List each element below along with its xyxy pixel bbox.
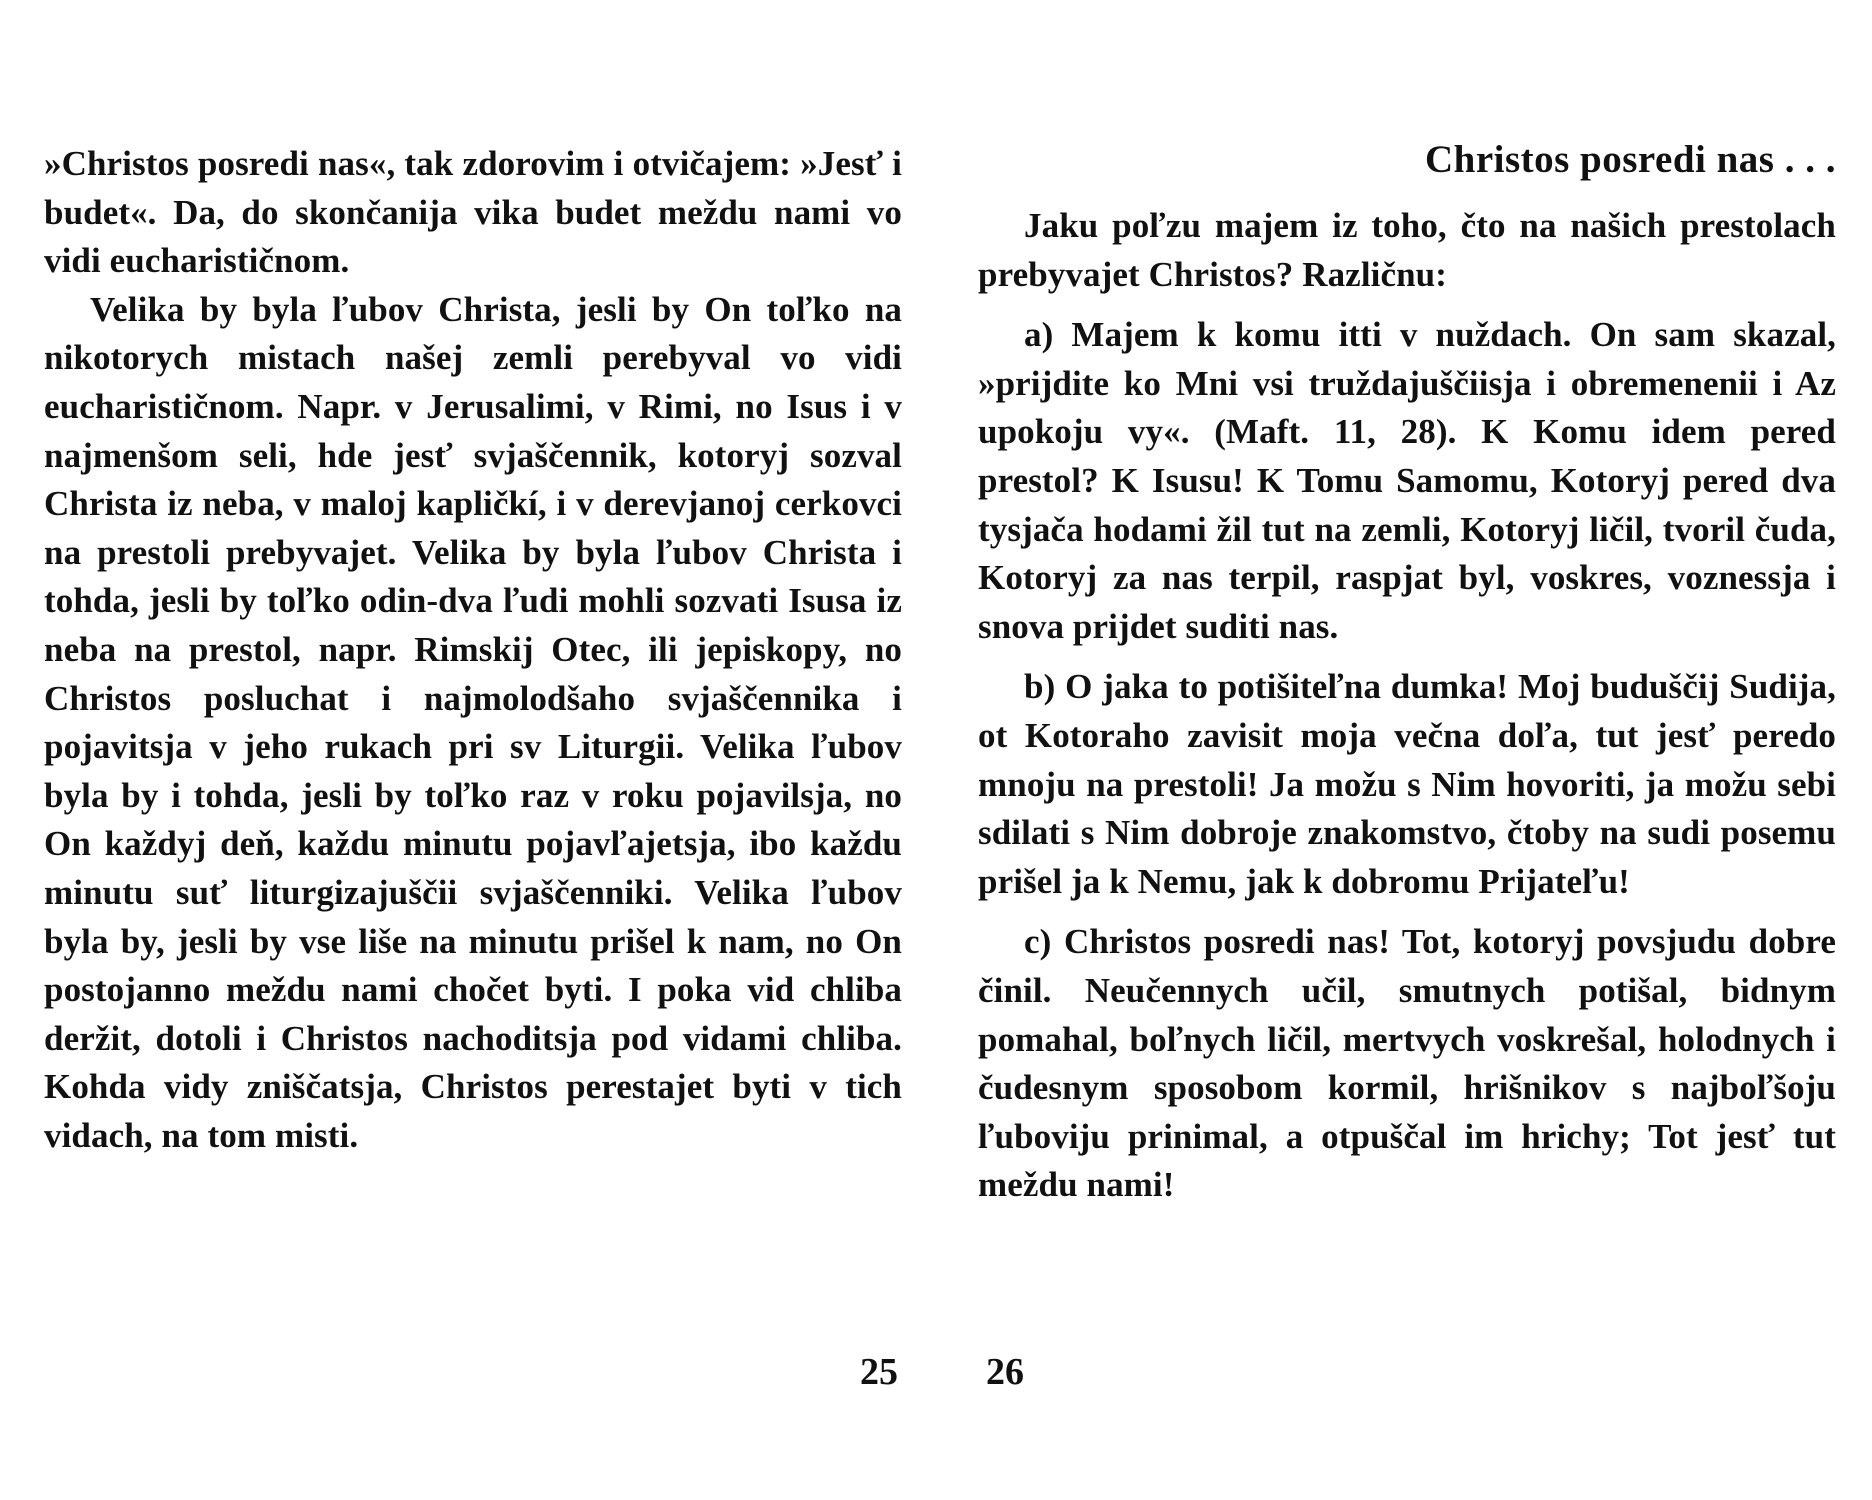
- page-number: 26: [986, 1351, 1024, 1393]
- paragraph: Velika by byla ľubov Christa, jesli by On toľko na nikotorych mistach našej zemli perebyval vo vidi eucharističnom. Napr. v Jerusalimi, v Rimi, no Isus i v najmenšom seli, hde jesť svjaščennik, kotoryj sozval Christa iz neba, v maloj kapličkí, i v derevjanoj cerkovci na prestoli prebyvajet. Velika by byla ľubov Christa i tohda, jesli by toľko odin-dva ľudi mohli sozvati Isusa iz neba na prestol, napr. Rimskij Otec, ili jepiskopy, no Christos posluchat i najmolodšaho svjaščennika i pojavitsja v jeho rukach pri sv Liturgii. Velika ľubov byla by i tohda, jesli by toľko raz v roku pojavilsja, no On každyj deň, každu minutu pojavľajetsja, ibo každu minutu suť liturgizajuščii svjaščenniki. Velika ľubov byla by, jesli by vse liše na minutu prišel k nam, no On postojanno meždu nami chočet byti. I poka vid chliba deržit, dotoli i Christos nachoditsja pod vidami chliba. Kohda vidy zniščatsja, Christos perestajet byti v tich vidach, na tom misti.: [44, 289, 902, 1155]
- right-page: [936, 0, 1872, 1500]
- paragraph-item-a: a) Majem k komu itti v nuždach. On sam skazal, »prijdite ko Mni vsi truždajuščiisja i obremenenii i Az upokoju vy«. (Maft. 11, 28). K Komu idem pered prestol? K Isusu! K Tomu Samomu, Kotoryj pered dva tysjača hodami žil tut na zemli, Kotoryj ličil, tvoril čuda, Kotoryj za nas terpil, raspjat byl, voskres, voznessja i snova prijdet suditi nas.: [978, 315, 1836, 646]
- paragraph-item-c: c) Christos posredi nas! Tot, kotoryj povsjudu dobre činil. Neučennych učil, smutnych potišal, bidnym pomahal, boľnych ličil, mertvych voskrešal, holodnych i čudesnym sposobom kormil, hrišnikov s najboľšoju ľuboviju prinimal, a otpuščal im hrichy; Tot jesť tut meždu nami!: [978, 922, 1836, 1205]
- paragraph: Jaku poľzu majem iz toho, čto na našich prestolach prebyvajet Christos? Različnu:: [978, 206, 1836, 294]
- page-number: 25: [860, 1351, 898, 1393]
- left-page-text: [44, 140, 902, 1160]
- running-head: Christos posredi nas . . .: [1424, 138, 1836, 181]
- paragraph: »Christos posredi nas«, tak zdorovim i otvičajem: »Jesť i budet«. Da, do skončanija vika budet meždu nami vo vidi eucharističnom.: [44, 144, 902, 281]
- right-page-text: [978, 202, 1836, 1210]
- paragraph-item-b: b) O jaka to potišiteľna dumka! Moj buduščij Sudija, ot Kotoraho zavisit moja večna doľa, tut jesť peredo mnoju na prestoli! Ja možu s Nim hovoriti, ja možu sebi sdilati s Nim dobroje znakomstvo, čtoby na sudi posemu prišel ja k Nemu, jak k dobromu Prijateľu!: [978, 667, 1836, 901]
